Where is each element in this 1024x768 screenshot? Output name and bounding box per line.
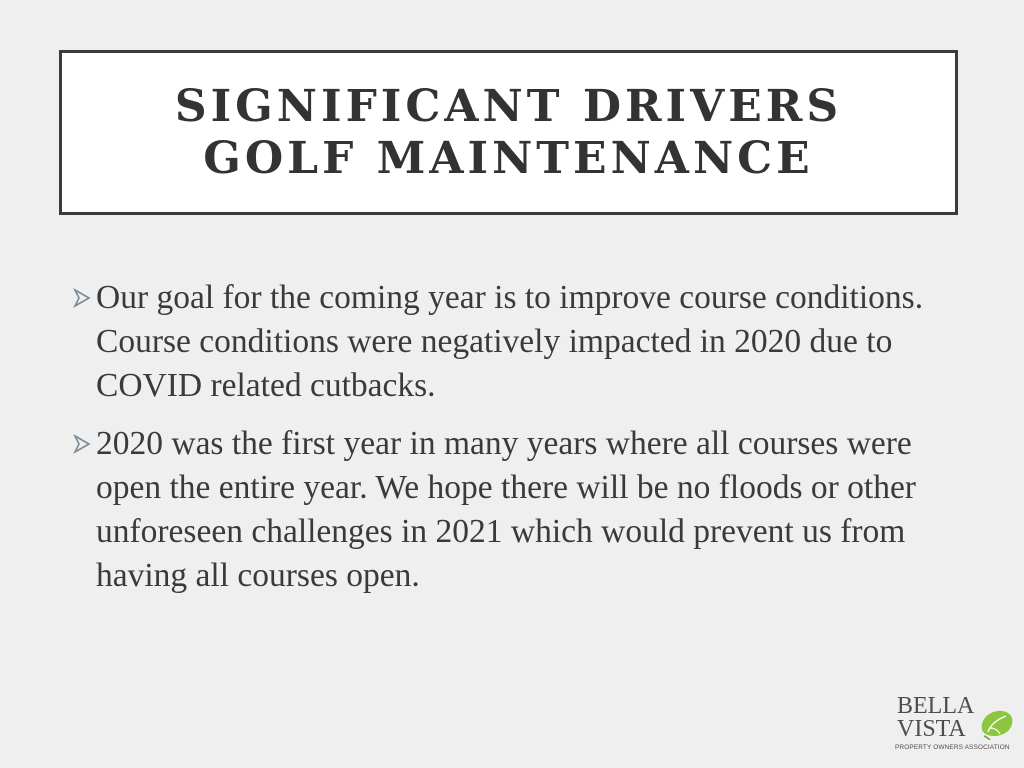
logo-line-bella: BELLA (897, 693, 975, 719)
title-line-2: GOLF MAINTENANCE (203, 132, 814, 184)
arrow-bullet-icon (72, 276, 96, 320)
bullet-text: Our goal for the coming year is to improve course conditions. Course conditions were negatively impacted in 2020 due to COVID related cutbacks. (96, 279, 924, 404)
logo-subtitle: PROPERTY OWNERS ASSOCIATION (895, 744, 1010, 751)
title-line-1: SIGNIFICANT DRIVERS (174, 80, 843, 132)
bella-vista-logo (894, 692, 1018, 756)
arrow-bullet-icon (72, 422, 96, 466)
title-box (59, 50, 958, 215)
leaf-icon (978, 706, 1016, 740)
bullet-item (72, 422, 952, 598)
logo-line-vista: VISTA (897, 716, 966, 742)
bullet-item (72, 276, 952, 408)
bullet-list (72, 276, 952, 612)
bullet-text: 2020 was the first year in many years where all courses were open the entire year. We hope there will be no floods or other unforeseen challenges in 2021 which would prevent us from having all courses open. (96, 425, 916, 594)
